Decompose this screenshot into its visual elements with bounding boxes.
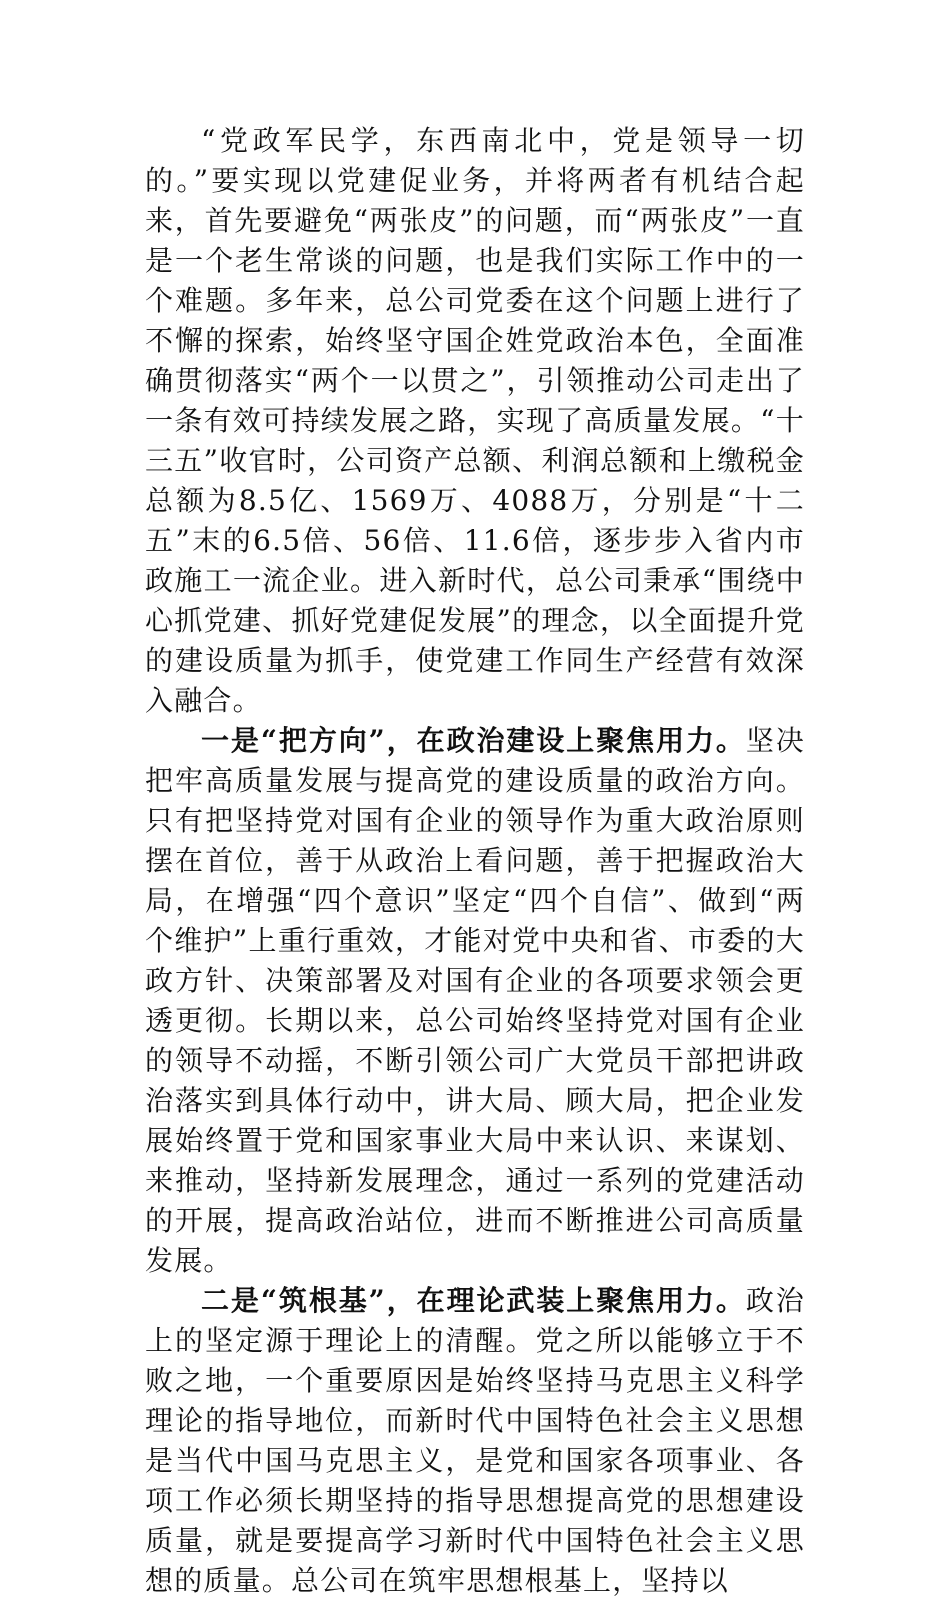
paragraph-text: “党政军民学，东西南北中，党是领导一切的。”要实现以党建促业务，并将两者有机结合起来，首先要避免“两张皮”的问题，而“两张皮”一直是一个老生常谈的问题，也是我们实际工作中的一个难题。多年来，总公司党委在这个问题上进行了不懈的探索，始终坚守国企姓党政治本色，全面准确贯彻落实“两个一以贯之”，引领推动公司走出了一条有效可持续发展之路，实现了高质量发展。“十三五”收官时，公司资产总额、利润总额和上缴税金总额为8.5亿、1569万、4088万，分别是“十二五”末的6.5倍、56倍、11.6倍，逐步步入省内市政施工一流企业。进入新时代，总公司秉承“围绕中心抓党建、抓好党建促发展”的理念，以全面提升党的建设质量为抓手，使党建工作同生产经营有效深入融合。 (145, 124, 805, 717)
paragraph-heading: 一是“把方向”，在政治建设上聚焦用力。 (201, 724, 746, 757)
paragraph-intro (145, 121, 805, 721)
paragraph-political-direction (145, 721, 805, 1281)
document-body (145, 121, 805, 1601)
paragraph-text: 政治上的坚定源于理论上的清醒。党之所以能够立于不败之地，一个重要原因是始终坚持马克思主义科学理论的指导地位，而新时代中国特色社会主义思想是当代中国马克思主义，是党和国家各项事业、各项工作必须长期坚持的指导思想提高党的思想建设质量，就是要提高学习新时代中国特色社会主义思想的质量。总公司在筑牢思想根基上，坚持以 (145, 1284, 806, 1597)
paragraph-theory-foundation (145, 1281, 805, 1601)
paragraph-heading: 二是“筑根基”，在理论武装上聚焦用力。 (201, 1284, 746, 1317)
paragraph-text: 坚决把牢高质量发展与提高党的建设质量的政治方向。只有把坚持党对国有企业的领导作为重大政治原则摆在首位，善于从政治上看问题，善于把握政治大局，在增强“四个意识”坚定“四个自信”、做到“两个维护”上重行重效，才能对党中央和省、市委的大政方针、决策部署及对国有企业的各项要求领会更透更彻。长期以来，总公司始终坚持党对国有企业的领导不动摇，不断引领公司广大党员干部把讲政治落实到具体行动中，讲大局、顾大局，把企业发展始终置于党和国家事业大局中来认识、来谋划、来推动，坚持新发展理念，通过一系列的党建活动的开展，提高政治站位，进而不断推进公司高质量发展。 (145, 724, 806, 1277)
